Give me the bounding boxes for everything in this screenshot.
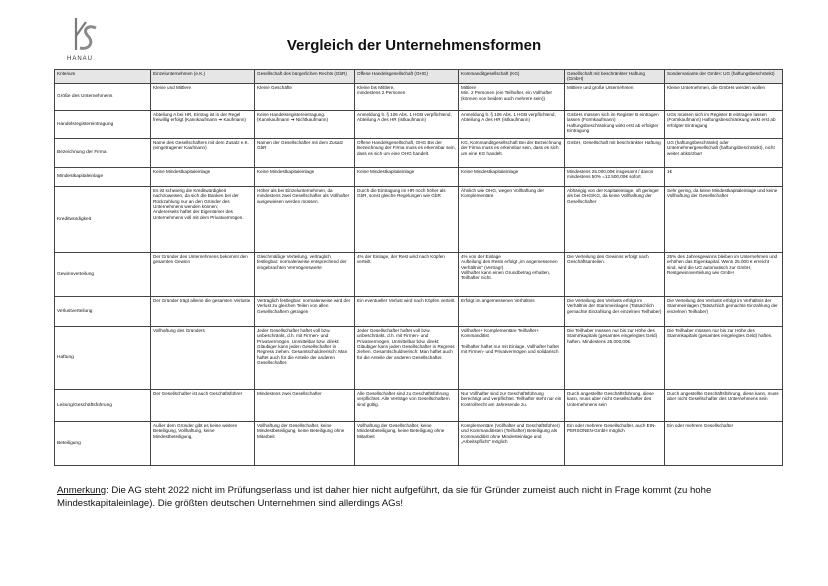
table-row [55,421,783,465]
table-cell: UGs müssen sich im Register B eintragen lassen (Formkaufmann) Haftungsbeschränkung wirkt erst ab erfolgter Eintragung [665,110,783,138]
column-header: Gesellschaft mit beschränkter Haftung (GmbH) [565,70,665,84]
criterion-cell: Kreditwürdigkeit [55,186,151,252]
table-cell: 4% der Einlage, der Rest wird nach Köpfen verteilt. [355,252,459,296]
page-title: Vergleich der Unternehmensformen [286,37,542,54]
table-cell: Namen der Gesellschafter mit dem Zusatz GbR [255,138,355,167]
table-cell: Durch die Eintragung im HR noch höher als GbR, sonst gleiche Regelungen wie GbR [355,186,459,252]
table-cell: Es ist schwierig die Kreditwürdigkeit nachzuweisen, da sich die Banken bei der Rückzahlung nur an den Gründer des Unternehmens wenden können; Andererseits haftet der Eigentümer des Unternehmens voll mit dem Privatvermögen. [151,186,255,252]
table-cell: Keine Mindestkapitaleinlage [255,167,355,186]
table-cell: Vollhaftung der Gesellschafter, keine Mindestbeteiligung, keine Beteiligung ohne Mitarbeit [255,421,355,465]
table-cell: UG (haftungsbeschränkt) oder Unternehmergesellschaft (haftungsbeschränkt), nicht weiter abkürzbar! [665,138,783,167]
table-cell: Name des Gesellschafters mit dem Zusatz e.K. (eingetragener Kaufmann) [151,138,255,167]
table-cell: Anmeldung lt. § 106 Abs. 1 HGB verpflichtend, Abteilung A des HR (Istkaufmann) [355,110,459,138]
table-row [55,138,783,167]
column-header: Kommanditgesellschaft (KG) [459,70,565,84]
table-cell: Die Teilhaber müssen nur bis zur Höhe des Stammkapitals (gesamtes eingelegtes Geld) haften. Mindestens 25.000,00€. [565,326,665,389]
criterion-cell: Leitung/Geschäftsführung [55,389,151,421]
table-cell: Anmeldung lt. § 106 Abs. 1 HGB verpflichtend, Abteilung A des HR (Istkaufmann) [459,110,565,138]
criterion-cell: Handelsregistereintragung [55,110,151,138]
table-row [55,389,783,421]
table-cell: Ähnlich wie OHG, wegen Vollhaftung der Komplementäre [459,186,565,252]
table-cell: Mittlere Min. 2 Personen (ein Teilhafter, ein Vollhafter (können von beidem auch mehrere sein)) [459,83,565,110]
table-cell: Kleine und Mittlere [151,83,255,110]
table-cell: Keine Handelsregistereintragung. (Kannkaufmann ➔ Nichtkaufmann) [255,110,355,138]
table-row [55,252,783,296]
table-cell: Mittlere und große Unternehmen [565,83,665,110]
column-header: Einzelunternehmen (e.K.) [151,70,255,84]
table-cell: Ein eventueller Verlust wird nach Köpfen verteilt. [355,296,459,326]
criterion-cell: Mindestkapitaleinlage [55,167,151,186]
table-cell: Abteilung A bei HR, Eintrag ist in der Regel freiwillig erfolgt (Kannkaufmann ➔ Kaufmann) [151,110,255,138]
table-cell: Alle Gesellschafter sind zu Geschäftsführung verpflichtet. Alle Verträge von Gesellschaftern sind gültig. [355,389,459,421]
table-cell: 4% von der Einlage Aufteilung des Rests erfolgt „im angemessenen Verhältnis" (Vertrag!) Vollhafter kann einen Grundbetrag erhalten, Teilhafter nicht. [459,252,565,296]
table-row [55,296,783,326]
table-row [55,167,783,186]
table-cell: Ein oder mehrere Gesellschafter, auch EIN-PERSONEN-GmbH möglich [565,421,665,465]
table-cell: Keine Mindestkapitaleinlage [459,167,565,186]
table-cell: Vollhafter+ Komplementäre Teilhafter+ Kommanditist Teilhafter haftet nur mit Einlage, Vollhafter haftet mit Firmen- und Privatvermögen und solidarisch [459,326,565,389]
table-cell: Jeder Gesellschafter haftet voll bzw. unbeschränkt, d.h. mit Firmen- und Privatvermögen. Unmittelbar bzw. direkt: Gläubiger kann jeden Gesellschafter in Regress ziehen. Gesamtschuldnerisch: Man haftet auch für die Anteile der anderen Gesellschafter. [355,326,459,389]
table-cell: Erfolgt im angemessenen Verhältnis [459,296,565,326]
criterion-cell: Verlustverteilung [55,296,151,326]
table-cell: Vollhaftung des Gründers [151,326,255,389]
table-cell: Die Teilhaber müssen nur bis zur Höhe des Stammkapitals (gesamtes eingelegtes Geld) haften. [665,326,783,389]
table-cell: Mindestens zwei Gesellschafter [255,389,355,421]
table-cell: Die Verteilung des Gewinns erfolgt nach Geschäftsanteilen. [565,252,665,296]
table-cell: Komplementäre (Vollhafter und Geschäftsführer) und Kommanditisten (Teilhafter) Beteiligung als Kommanditist ohne Mindesteinlage und „Arbeitspflicht" möglich [459,421,565,465]
table-cell: Sehr gering, da keine Mindestkapitaleinlage und keine Vollhaftung der Gesellschafter [665,186,783,252]
table-row [55,83,783,110]
table-cell: Der Gründer des Unternehmens bekommt den gesamten Gewinn [151,252,255,296]
table-cell: Abhängig von der Kapitaleinlage, oft geringer als bei OHG/KG, da keine Vollhaftung der Gesellschafter [565,186,665,252]
table-row [55,110,783,138]
table-row [55,186,783,252]
logo-text: HANAU [67,56,94,62]
table-cell: Jeder Gesellschafter haftet voll bzw. unbeschränkt, d.h. mit Firmen- und Privatvermögen. Unmittelbar bzw. direkt: Gläubiger kann jeden Gesellschafter in Regress ziehen. Gesamtschuldnerisch: Man haftet auch für die Anteile der anderen Gesellschafter. [255,326,355,389]
comparison-table [54,69,783,466]
table-cell: Kleine bis Mittlere, mindestens 2 Personen [355,83,459,110]
table-cell: Der Gesellschafter ist auch Geschäftsführer [151,389,255,421]
table-row [55,326,783,389]
criterion-cell: Haftung [55,326,151,389]
table-cell: Mindestens 25.000,00€ insgesamt / davon mindestens 50% =12.500,00€ sofort [565,167,665,186]
table-cell: Ein oder mehrere Gesellschafter [665,421,783,465]
table-cell: Die Verteilung des Verlusts erfolgt im Verhältnis der Stammeinlagen (Tatsächlich gemachte Einzahlung der einzelnen Teilhaber) [565,296,665,326]
table-header-row [55,70,783,84]
footnote-label: Anmerkung [57,485,107,496]
table-cell: KG, Kommanditgesellschaft Bei der Bezeichnung der Firma muss es erkennbar sein, dass es sich um eine KG handelt. [459,138,565,167]
table-cell: Durch angestellte Geschäftsführung, diese kann, muss aber nicht Gesellschafter des Unternehmens sein [565,389,665,421]
criterion-cell: Bezeichnung der Firma [55,138,151,167]
table-cell: Keine Mindestkapitaleinlage [151,167,255,186]
table-cell: 1€ [665,167,783,186]
table-cell: Außer dem Gründer gibt es keine weitere Beteiligung, Vollhaftung, keine Mindestbeteiligung, [151,421,255,465]
table-cell: Höher als bei Einzelunternehmen, da mindestens zwei Gesellschafter als Vollhafter ausgewiesen werden müssen. [255,186,355,252]
footnote [57,485,779,510]
table-cell: Vollhaftung der Gesellschafter, keine Mindestbeteiligung, keine Beteiligung ohne Mitarbeit [355,421,459,465]
column-header: Gesellschaft des bürgerlichen Rechts (GbR) [255,70,355,84]
table-cell: Gleichmäßige Verteilung, vertraglich festlegbar: normalerweise entsprechend der eingebrachten Vermögenswerte [255,252,355,296]
table-cell: Nur Vollhafter sind zur Geschäftsführung berechtigt und verpflichtet. Teilhafter steht nur ein Kontrollrecht am Jahresende zu. [459,389,565,421]
table-cell: 25% des Jahresgewinns bleiben im Unternehmen und erhöhen das Eigenkapital. Wenn 25.000 € erreicht sind, wird die UG automatisch zur GmbH, Restgewinnverteilung wie GmbH [665,252,783,296]
table-cell: Offene Handelsgesellschaft, OHG Bei der Bezeichnung der Firma muss es erkennbar sein, dass es sich um eine OHG handelt. [355,138,459,167]
table-cell: Kleine Unternehmen, die GmbHs werden wollen [665,83,783,110]
criterion-cell: Gewinnverteilung [55,252,151,296]
table-cell: GmbH, Gesellschaft mit beschränkter Haftung [565,138,665,167]
criterion-cell: Größe des Unternehmens [55,83,151,110]
table-cell: Vertraglich festlegbar: normalerweise wird der Verlust zu gleichen Teilen von allen Gesellschaftern getragen [255,296,355,326]
table-cell: Keine Mindestkapitaleinlage [355,167,459,186]
table-cell: Durch angestellte Geschäftsführung, diese kann, muss aber nicht Gesellschafter des Unternehmens sein [665,389,783,421]
table-cell: Kleine Geschäfte [255,83,355,110]
criterion-cell: Beteiligung [55,421,151,465]
table-cell: Der Gründer trägt alleine die gesamten Verluste [151,296,255,326]
column-header: Sondervariante der GmbH: UG (haftungsbeschränkt) [665,70,783,84]
footnote-text: : Die AG steht 2022 nicht im Prüfungserlass und ist daher hier nicht aufgeführt, da sie für Gründer zumeist auch nicht in Frage kommt (zu hohe Mindestkapitaleinlage). Die größten deutschen Unternehmen sind allerdings AGs! [57,485,712,509]
table-cell: GmbHs müssen sich im Register B eintragen lassen (Formkaufmann) Haftungsbeschränkung wirkt erst ab erfolgter Eintragung [565,110,665,138]
column-header: Kriterium [55,70,151,84]
column-header: Offene Handelsgesellschaft (OHG) [355,70,459,84]
table-cell: Die Verteilung des Verlusts erfolgt im Verhältnis der Stammeinlagen (Tatsächlich gemachte Einzahlung der einzelnen Teilhaber) [665,296,783,326]
